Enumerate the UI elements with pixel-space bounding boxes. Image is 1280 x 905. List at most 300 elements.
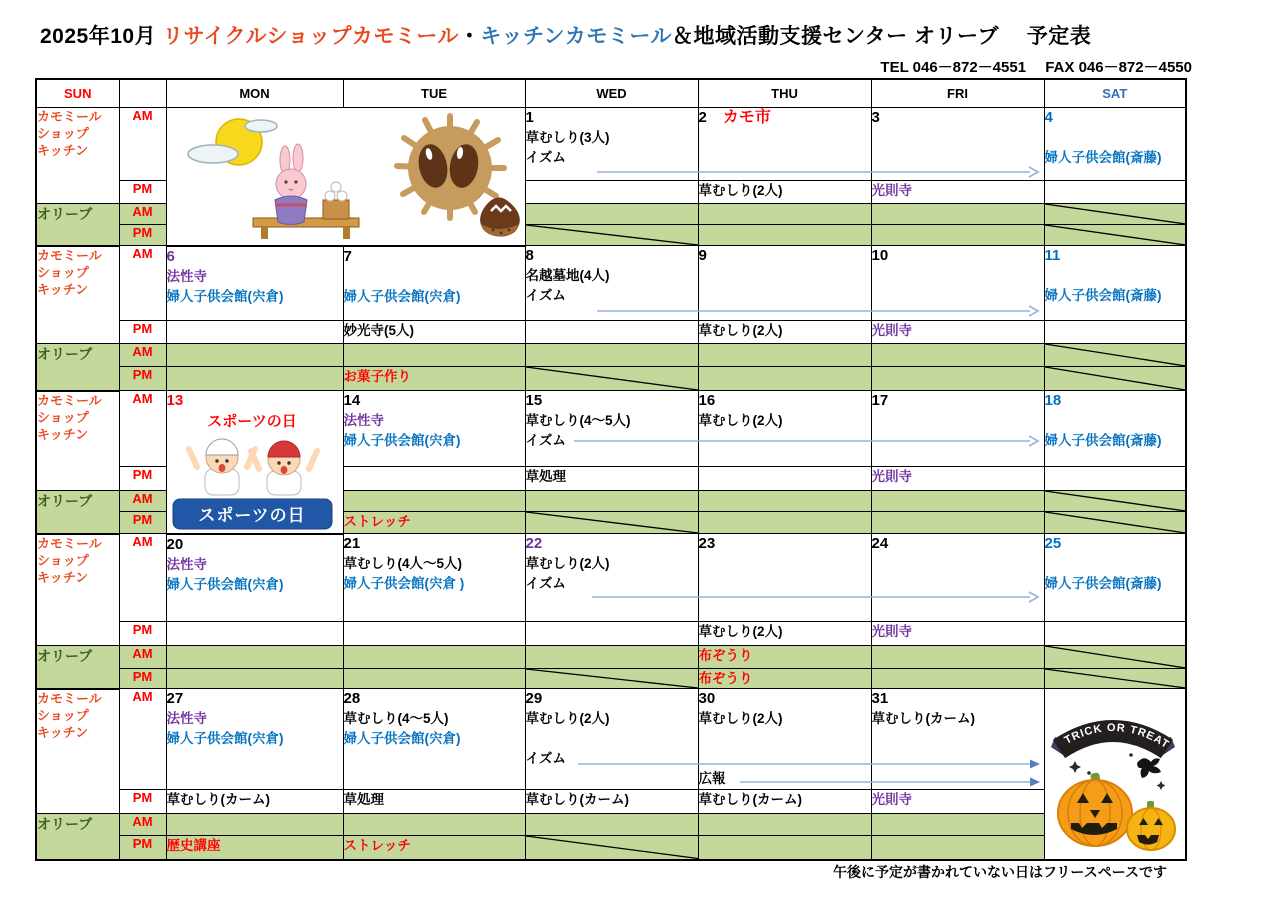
pm-label: PM: [119, 467, 166, 491]
cell-line: [699, 749, 871, 769]
day-number-text: 6: [166, 247, 175, 265]
week4-sat-olive-pm-cell: [1044, 669, 1186, 689]
title-month: 2025年10月: [40, 25, 163, 48]
day-number: [1045, 391, 1186, 411]
olive-am-label: AM: [119, 814, 166, 836]
day-number: [872, 534, 1044, 554]
svg-text:スポーツの日: スポーツの日: [206, 413, 297, 430]
day-number: [526, 108, 698, 128]
week3-wed-olive-pm-cell: [525, 512, 698, 534]
week4-mon-pm-cell: [166, 622, 343, 646]
cell-line: [1045, 128, 1186, 148]
week5-tue-pm-cell: [343, 790, 525, 814]
cell-line: [526, 729, 698, 749]
week3-sat-olive-pm-cell: [1044, 512, 1186, 534]
cell-line: イズム: [525, 150, 566, 165]
olive-am-label: AM: [119, 491, 166, 512]
day-number: [872, 391, 1044, 411]
cell-line: [699, 729, 871, 749]
day-number: [699, 108, 871, 128]
week4-fri-pm-cell: [871, 622, 1044, 646]
cell-line: 婦人子供会館(斎藤): [1044, 150, 1162, 165]
closed-diagonal-line: [526, 367, 698, 390]
day-number-text: 20: [166, 535, 184, 553]
pm-label: PM: [119, 790, 166, 814]
week3-fri-pm-cell: [871, 467, 1044, 491]
cell-line: イズム: [525, 576, 566, 591]
closed-diagonal-line: [1045, 646, 1186, 668]
pm-label: PM: [119, 622, 166, 646]
kamomiru-label-line: ショップ: [37, 126, 89, 141]
olive-pm-label: PM: [119, 669, 166, 689]
day-number-text: 7: [343, 247, 352, 265]
closed-diagonal-line: [1045, 225, 1186, 245]
kamomiru-shop-kitchen-label: [36, 246, 119, 344]
sports-day-illustration: [167, 411, 338, 531]
cell-line: イズム: [525, 433, 566, 448]
cell-line: 草むしり(2人): [525, 711, 610, 726]
week5-mon-am-cell: [166, 689, 343, 790]
week4-mon-olive-am-cell: [166, 646, 343, 669]
weekday-header-THU: THU: [698, 79, 871, 108]
week5-thu-olive-am-cell: [698, 814, 871, 836]
day-number-text: 1: [525, 109, 534, 126]
day-number: [167, 391, 343, 411]
day-number: [344, 534, 525, 554]
cell-line: 草むしり(4～5人): [525, 413, 631, 428]
title-suffix: ＆地域活動支援センター オリーブ 予定表: [672, 25, 1092, 48]
day-number: [699, 534, 871, 554]
day-number-text: 3: [871, 109, 880, 126]
kamomiru-label-line: カモミール: [37, 535, 102, 551]
cell-line: イズム: [525, 751, 566, 766]
cell-line: 婦人子供会館(宍倉 ): [343, 576, 465, 591]
day-number: [872, 108, 1044, 128]
kamomiru-label-line: ショップ: [37, 707, 89, 723]
week4-row-opm: [36, 669, 1186, 689]
cell-line: 光則寺: [871, 792, 912, 807]
cell-line: 草むしり(カーム): [166, 792, 270, 807]
cell-line: 法性寺: [166, 711, 207, 726]
day-number-text: 24: [871, 535, 889, 552]
footer-note: 午後に予定が書かれていない日はフリースペースです: [832, 864, 1167, 880]
week2-sat-pm-cell: [1044, 321, 1186, 344]
halloween-trick-or-treat-illustration: [1045, 689, 1181, 853]
cell-line: ストレッチ: [343, 514, 411, 529]
cell-line: 歴史講座: [166, 838, 221, 853]
cell-line: 草むしり(4人～5人): [343, 556, 463, 571]
am-label: AM: [119, 689, 166, 790]
weekday-header-ampm: [119, 79, 166, 108]
week1-fri-pm-cell: [871, 181, 1044, 204]
week2-tue-olive-pm-cell: [343, 367, 525, 391]
day-number: [167, 535, 343, 555]
cell-line: 草むしり(4～5人): [343, 711, 449, 726]
week5-tue-olive-am-cell: [343, 814, 525, 836]
week4-tue-am-cell: [343, 534, 525, 622]
day-number-text: 16: [698, 392, 716, 409]
cell-line: 光則寺: [871, 469, 912, 484]
closed-diagonal-line: [1045, 344, 1186, 366]
week3-thu-am-cell: [698, 391, 871, 467]
week2-wed-am-cell: [525, 246, 698, 321]
day-number-text: 17: [871, 392, 889, 409]
illustration-cell-halloween: [1044, 689, 1186, 860]
week2-fri-olive-am-cell: [871, 344, 1044, 367]
day-number-text: 22: [525, 535, 543, 552]
week4-row-oam: [36, 646, 1186, 669]
cell-line: 光則寺: [871, 183, 912, 198]
day-number-text: 10: [871, 247, 889, 264]
olive-pm-label: PM: [119, 512, 166, 534]
day-number-text: 31: [871, 690, 889, 707]
cell-line: イズム: [525, 288, 566, 303]
cell-line: 草むしり(カーム): [871, 711, 975, 726]
week1-thu-pm-cell: [698, 181, 871, 204]
olive-label: オリーブ: [36, 814, 119, 860]
cell-line: 草むしり(2人): [698, 624, 783, 639]
cell-line: 広報: [698, 771, 726, 786]
day-number-text: 9: [698, 247, 707, 264]
kamomiru-label-line: キッチン: [37, 143, 89, 158]
day-number-text: 23: [698, 535, 716, 552]
olive-label: オリーブ: [36, 344, 119, 391]
am-label: AM: [119, 391, 166, 467]
week5-row-oam: [36, 814, 1186, 836]
closed-diagonal-line: [526, 512, 698, 533]
cell-line: 法性寺: [166, 556, 207, 572]
cell-line: [1045, 411, 1186, 431]
week1-wed-am-cell: [525, 108, 698, 181]
week2-mon-olive-pm-cell: [166, 367, 343, 391]
week5-tue-am-cell: [343, 689, 525, 790]
kamomiru-label-line: キッチン: [37, 426, 89, 442]
weekday-header-row: [36, 79, 1186, 108]
week3-fri-olive-am-cell: [871, 491, 1044, 512]
pm-label: PM: [119, 181, 166, 204]
week4-tue-olive-am-cell: [343, 646, 525, 669]
day-number: [699, 246, 871, 266]
week2-wed-pm-cell: [525, 321, 698, 344]
cell-line: 婦人子供会館(宍倉): [166, 288, 284, 304]
day-number: [526, 391, 698, 411]
week5-fri-olive-am-cell: [871, 814, 1044, 836]
cell-line: 婦人子供会館(斎藤): [1044, 288, 1162, 303]
week4-fri-olive-pm-cell: [871, 669, 1044, 689]
week2-thu-olive-pm-cell: [698, 367, 871, 391]
am-label: AM: [119, 108, 166, 181]
olive-am-label: AM: [119, 344, 166, 367]
week5-thu-am-cell: [698, 689, 871, 790]
cell-line: 婦人子供会館(斎藤): [1044, 576, 1162, 591]
cell-line: 婦人子供会館(宍倉): [343, 288, 461, 304]
week1-wed-olive-pm-cell: [525, 225, 698, 246]
page-title: [40, 20, 1091, 50]
week2-fri-olive-pm-cell: [871, 367, 1044, 391]
cell-line: 婦人子供会館(宍倉): [343, 433, 461, 448]
week1-fri-olive-pm-cell: [871, 225, 1044, 246]
week4-wed-olive-pm-cell: [525, 669, 698, 689]
cell-line: 婦人子供会館(斎藤): [1044, 433, 1162, 448]
day-number-text: 8: [525, 247, 534, 264]
day-number: [699, 391, 871, 411]
olive-label: オリーブ: [36, 646, 119, 689]
illustration-cell-tsukimi: [166, 108, 525, 246]
cell-line: [344, 267, 525, 287]
title-dot: ・: [458, 25, 481, 48]
week4-tue-pm-cell: [343, 622, 525, 646]
week3-tue-pm-cell: [343, 467, 525, 491]
week3-sat-pm-cell: [1044, 467, 1186, 491]
week5-thu-olive-pm-cell: [698, 836, 871, 860]
day-number: [1045, 246, 1186, 266]
week3-sat-am-cell: [1044, 391, 1186, 467]
cell-line: 妙光寺(5人): [343, 323, 414, 338]
week5-wed-olive-am-cell: [525, 814, 698, 836]
kamomiru-label-line: カモミール: [37, 247, 102, 263]
week4-wed-am-cell: [525, 534, 698, 622]
week4-row-pm: [36, 622, 1186, 646]
kamomiru-label-line: キッチン: [37, 724, 89, 740]
day-number-text: 29: [525, 690, 543, 707]
kamomiru-label-line: ショップ: [37, 409, 89, 425]
week4-wed-pm-cell: [525, 622, 698, 646]
week2-row-oam: [36, 344, 1186, 367]
closed-diagonal-line: [1045, 669, 1186, 688]
week4-mon-am-cell: [166, 534, 343, 622]
kamomiru-shop-kitchen-label: [36, 534, 119, 646]
am-label: AM: [119, 246, 166, 321]
kamomiru-label-line: ショップ: [37, 264, 89, 280]
cell-line: 法性寺: [166, 268, 207, 284]
cell-line: ストレッチ: [343, 838, 411, 853]
olive-am-label: AM: [119, 204, 166, 225]
cell-line: 草むしり(カーム): [698, 792, 802, 807]
day-number-text: 30: [698, 690, 716, 707]
cell-line: 婦人子供会館(宍倉): [343, 731, 461, 746]
week5-row-pm: [36, 790, 1186, 814]
day-number: [344, 391, 525, 411]
week5-thu-pm-cell: [698, 790, 871, 814]
week3-wed-olive-am-cell: [525, 491, 698, 512]
week4-thu-am-cell: [698, 534, 871, 622]
day-number-text: 15: [525, 392, 543, 409]
week5-row-am: [36, 689, 1186, 790]
cell-line: 草むしり(2人): [698, 323, 783, 338]
weekday-header-TUE: TUE: [343, 79, 525, 108]
week3-wed-pm-cell: [525, 467, 698, 491]
day-number-text: 28: [343, 690, 361, 707]
day-number: [167, 247, 343, 267]
week2-thu-am-cell: [698, 246, 871, 321]
week3-thu-pm-cell: [698, 467, 871, 491]
cell-line: 婦人子供会館(宍倉): [166, 731, 284, 746]
kamomiru-shop-kitchen-label: [36, 108, 119, 204]
cell-line: 草むしり(2人): [698, 711, 783, 726]
olive-pm-label: PM: [119, 225, 166, 246]
week3-fri-olive-pm-cell: [871, 512, 1044, 534]
closed-diagonal-line: [1045, 367, 1186, 390]
day-number: [526, 689, 698, 709]
am-label: AM: [119, 534, 166, 622]
cell-line: 光則寺: [871, 624, 912, 639]
cell-line: 草むしり(2人): [698, 183, 783, 198]
week5-fri-olive-pm-cell: [871, 836, 1044, 860]
week3-thu-olive-pm-cell: [698, 512, 871, 534]
schedule-table: [35, 78, 1187, 861]
week2-tue-olive-am-cell: [343, 344, 525, 367]
week1-sat-olive-am-cell: [1044, 204, 1186, 225]
closed-diagonal-line: [526, 669, 698, 688]
week4-thu-olive-pm-cell: [698, 669, 871, 689]
week4-wed-olive-am-cell: [525, 646, 698, 669]
cell-line: 草処理: [525, 469, 566, 484]
kamomiru-label-line: カモミール: [37, 392, 102, 408]
closed-diagonal-line: [1045, 491, 1186, 511]
cell-line: [1045, 266, 1186, 286]
title-recycle-shop: リサイクルショップカモミール: [162, 25, 459, 48]
week4-thu-olive-am-cell: [698, 646, 871, 669]
week2-row-am: [36, 246, 1186, 321]
illustration-cell-sports: [166, 391, 343, 534]
day-number-text: 14: [343, 392, 361, 409]
week1-thu-olive-am-cell: [698, 204, 871, 225]
week4-mon-olive-pm-cell: [166, 669, 343, 689]
cell-line: 草むしり(3人): [525, 130, 610, 145]
week5-wed-am-cell: [525, 689, 698, 790]
svg-text:TRICK OR TREAT: TRICK OR TREAT: [1061, 721, 1172, 752]
day-number: [1045, 534, 1186, 554]
week3-tue-olive-am-cell: [343, 491, 525, 512]
day-number-text: 4: [1044, 109, 1053, 126]
week2-thu-olive-am-cell: [698, 344, 871, 367]
cell-line: 草処理: [343, 792, 384, 807]
day-number-text: 11: [1044, 247, 1061, 264]
closed-diagonal-line: [526, 836, 698, 859]
week2-fri-pm-cell: [871, 321, 1044, 344]
week1-sat-olive-pm-cell: [1044, 225, 1186, 246]
week1-wed-olive-am-cell: [525, 204, 698, 225]
day-number: [872, 246, 1044, 266]
day-number: [699, 689, 871, 709]
week4-fri-am-cell: [871, 534, 1044, 622]
cell-line: 婦人子供会館(宍倉): [166, 576, 284, 592]
closed-diagonal-line: [1045, 512, 1186, 533]
week4-tue-olive-pm-cell: [343, 669, 525, 689]
weekday-header-MON: MON: [166, 79, 343, 108]
kamomiru-label-line: カモミール: [37, 109, 102, 124]
week2-sat-olive-pm-cell: [1044, 367, 1186, 391]
day-number: [344, 247, 525, 267]
week2-mon-am-cell: [166, 246, 343, 321]
cell-line: 布ぞうり: [698, 648, 753, 663]
day-number: [344, 689, 525, 709]
kamomiru-label-line: ショップ: [37, 552, 89, 568]
week5-fri-am-cell: [871, 689, 1044, 790]
kamomiru-label-line: カモミール: [37, 690, 102, 706]
olive-label: オリーブ: [36, 491, 119, 534]
cell-line: 光則寺: [871, 323, 912, 338]
week5-tue-olive-pm-cell: [343, 836, 525, 860]
week1-wed-pm-cell: [525, 181, 698, 204]
day-number-text: 13: [166, 392, 184, 409]
week2-row-pm: [36, 321, 1186, 344]
week1-sat-pm-cell: [1044, 181, 1186, 204]
day-number-text: 2: [698, 109, 707, 126]
cell-line: 名越墓地(4人): [525, 268, 610, 283]
olive-label: オリーブ: [36, 204, 119, 246]
contact-line: TEL 046－872－4551 FAX 046－872－4550: [880, 59, 1192, 76]
week3-fri-am-cell: [871, 391, 1044, 467]
week3-sat-olive-am-cell: [1044, 491, 1186, 512]
week4-row-am: [36, 534, 1186, 622]
week1-fri-am-cell: [871, 108, 1044, 181]
tsukimi-rabbit-chestnut-illustration: [167, 108, 522, 242]
week2-mon-olive-am-cell: [166, 344, 343, 367]
olive-am-label: AM: [119, 646, 166, 669]
week5-wed-pm-cell: [525, 790, 698, 814]
cell-line: お菓子作り: [343, 369, 411, 384]
day-number: [167, 689, 343, 709]
week3-row-am: [36, 391, 1186, 467]
week2-row-opm: [36, 367, 1186, 391]
day-number: [526, 246, 698, 266]
week5-mon-pm-cell: [166, 790, 343, 814]
week4-thu-pm-cell: [698, 622, 871, 646]
day-number-text: 18: [1044, 392, 1062, 409]
olive-pm-label: PM: [119, 367, 166, 391]
cell-line: 布ぞうり: [698, 671, 753, 686]
week5-wed-olive-pm-cell: [525, 836, 698, 860]
week1-fri-olive-am-cell: [871, 204, 1044, 225]
closed-diagonal-line: [1045, 204, 1186, 224]
cell-line: 草むしり(カーム): [525, 792, 629, 807]
weekday-header-SUN: SUN: [36, 79, 119, 108]
pm-label: PM: [119, 321, 166, 344]
week3-tue-olive-pm-cell: [343, 512, 525, 534]
kamomiru-label-line: キッチン: [37, 281, 89, 297]
week2-wed-olive-am-cell: [525, 344, 698, 367]
week5-mon-olive-pm-cell: [166, 836, 343, 860]
day-number-text: 27: [166, 690, 184, 707]
week4-sat-pm-cell: [1044, 622, 1186, 646]
kamoichi-label: カモ市: [722, 109, 771, 126]
weekday-header-SAT: SAT: [1044, 79, 1186, 108]
cell-line: 草むしり(2人): [698, 413, 783, 428]
closed-diagonal-line: [526, 225, 698, 245]
week3-tue-am-cell: [343, 391, 525, 467]
week1-sat-am-cell: [1044, 108, 1186, 181]
week5-mon-olive-am-cell: [166, 814, 343, 836]
week2-fri-am-cell: [871, 246, 1044, 321]
day-number-text: 25: [1044, 535, 1062, 552]
kamomiru-label-line: キッチン: [37, 569, 89, 585]
kamomiru-shop-kitchen-label: [36, 689, 119, 814]
cell-line: 草むしり(2人): [525, 556, 610, 571]
week1-row-am: [36, 108, 1186, 181]
week4-sat-olive-am-cell: [1044, 646, 1186, 669]
week4-fri-olive-am-cell: [871, 646, 1044, 669]
day-number: [872, 689, 1044, 709]
week4-sat-am-cell: [1044, 534, 1186, 622]
week3-wed-am-cell: [525, 391, 698, 467]
svg-text:スポーツの日: スポーツの日: [197, 506, 306, 525]
week5-fri-pm-cell: [871, 790, 1044, 814]
cell-line: [1045, 554, 1186, 574]
day-number: [526, 534, 698, 554]
weekday-header-FRI: FRI: [871, 79, 1044, 108]
week1-thu-am-cell: [698, 108, 871, 181]
